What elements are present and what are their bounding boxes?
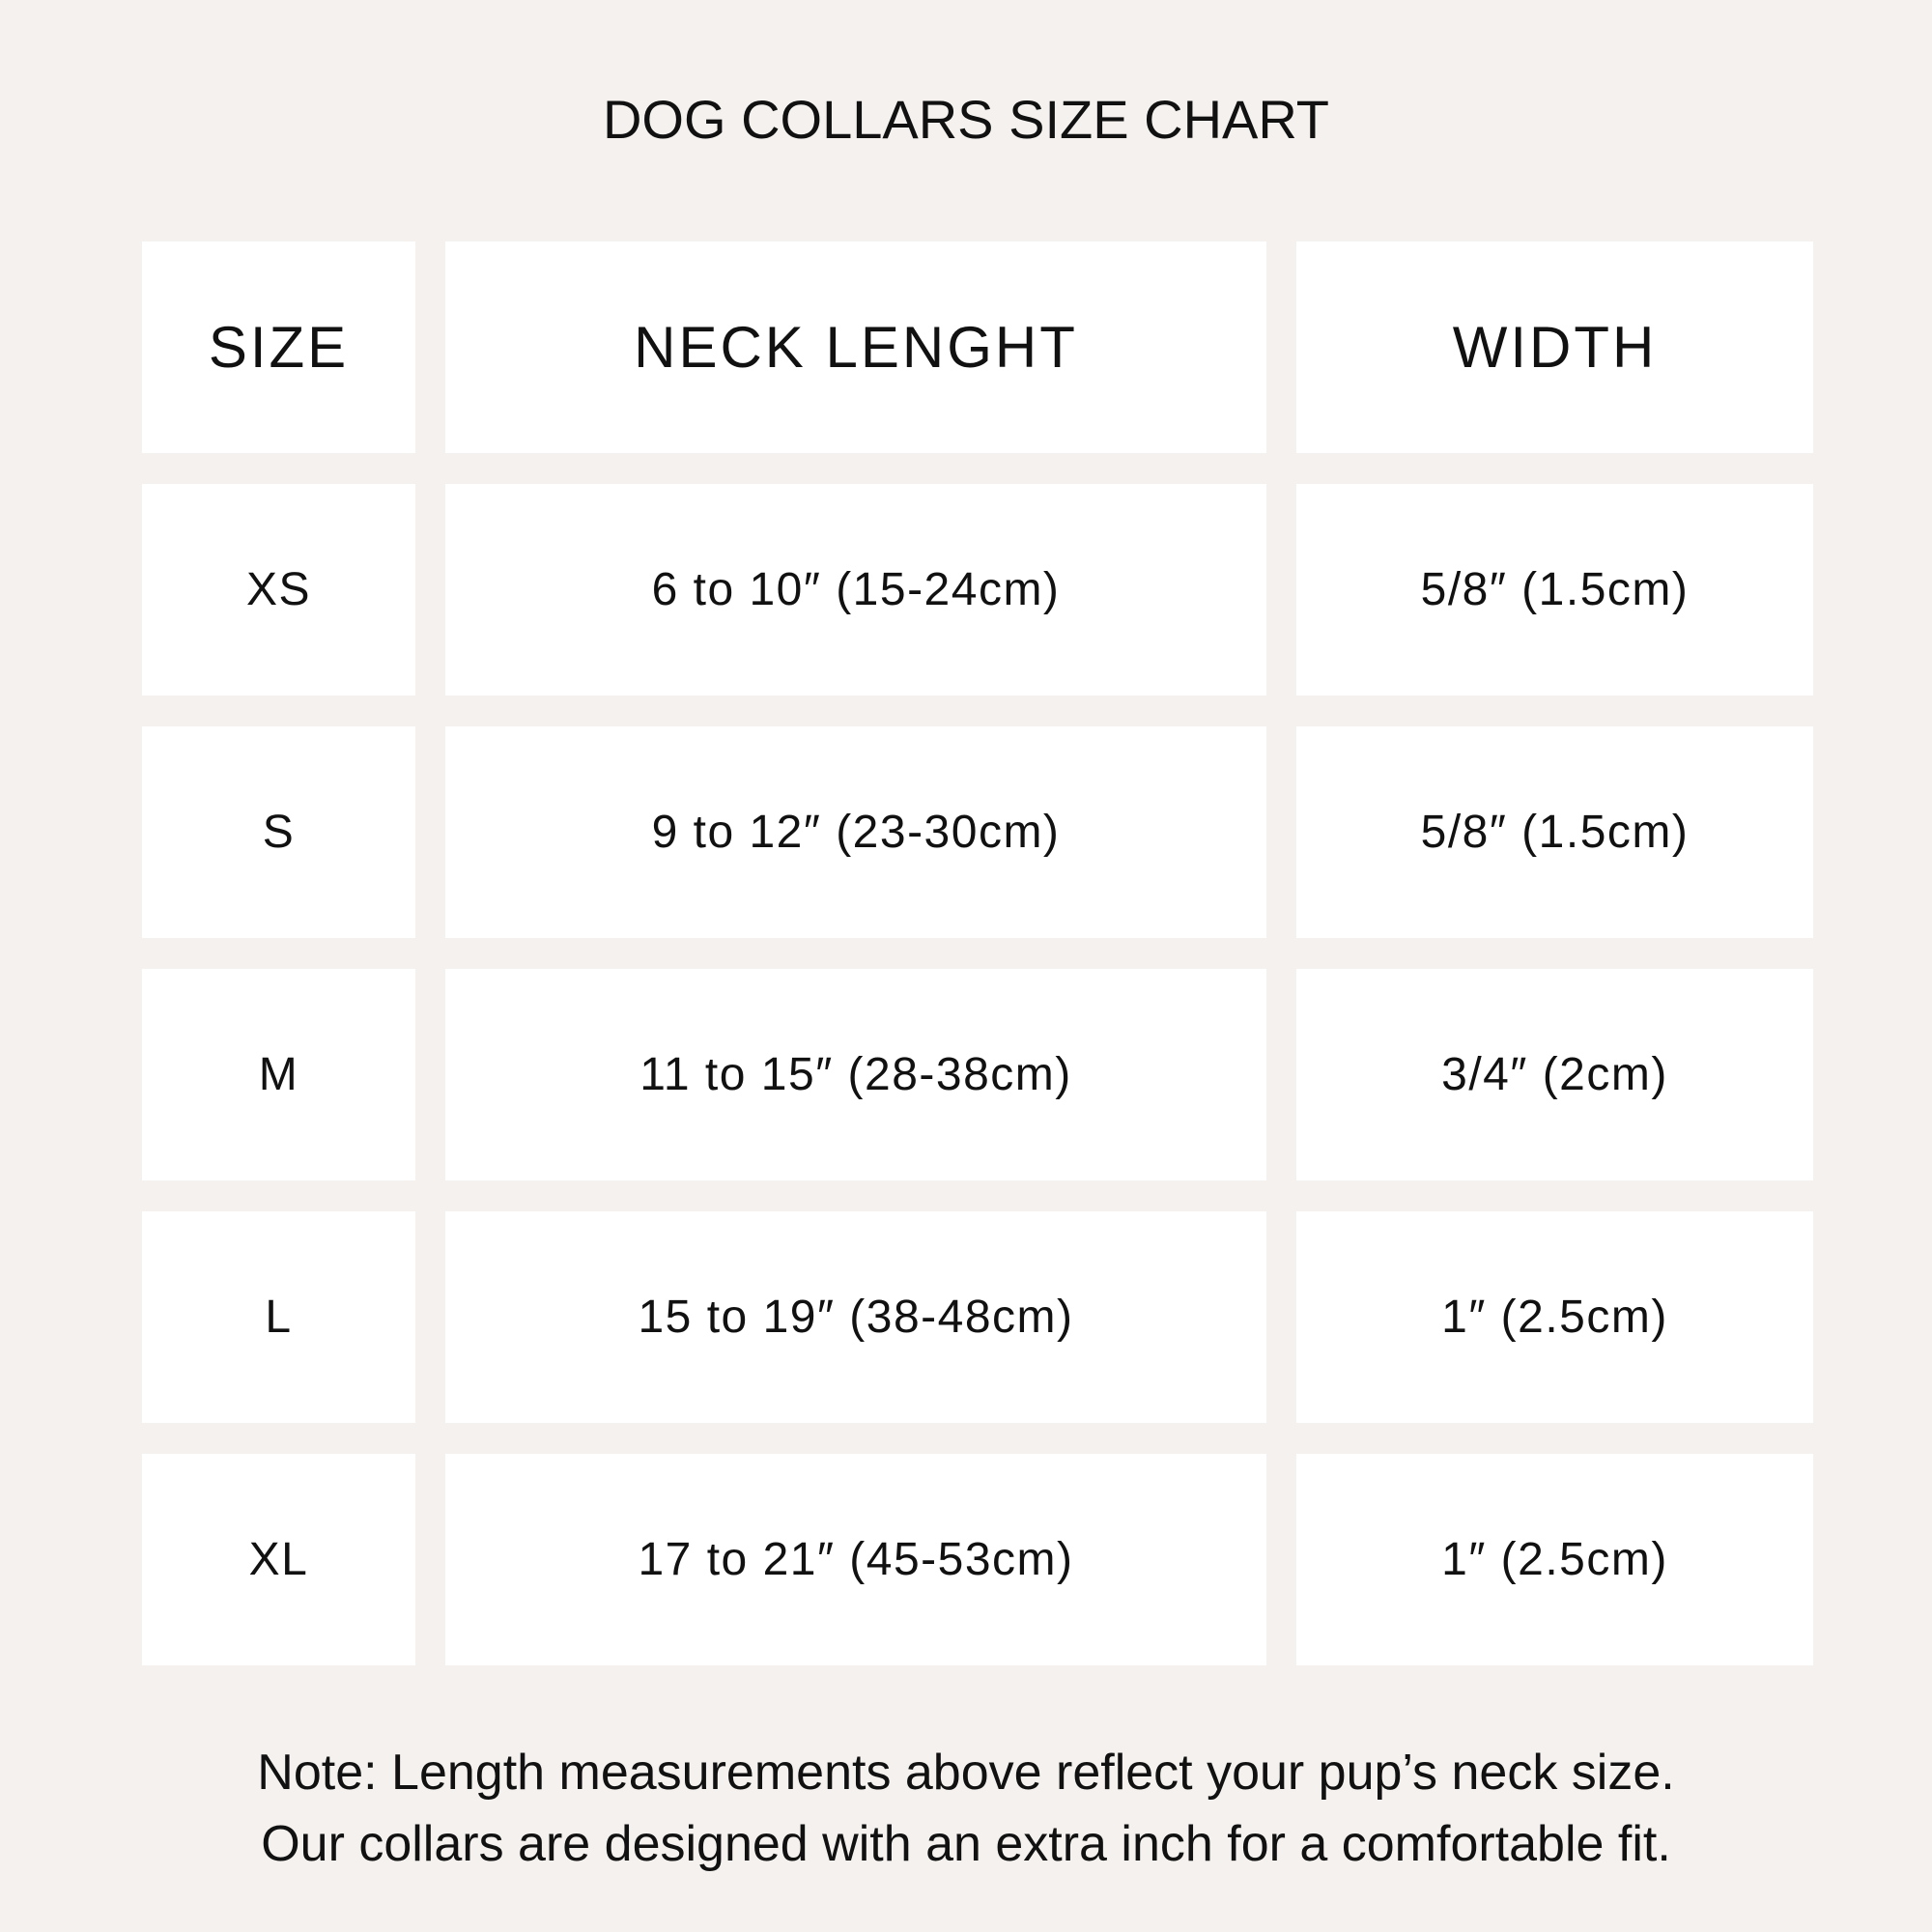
size-cell-xl: XL <box>142 1454 415 1665</box>
width-cell-xs: 5/8″ (1.5cm) <box>1296 484 1813 696</box>
note-line-1: Note: Length measurements above reflect your pup’s neck size. <box>257 1745 1675 1801</box>
note-line-2: Our collars are designed with an extra inch for a comfortable fit. <box>261 1816 1671 1872</box>
size-cell-s: S <box>142 726 415 938</box>
neck-length-cell-xs: 6 to 10″ (15-24cm) <box>445 484 1266 696</box>
header-size: SIZE <box>142 242 415 453</box>
size-cell-l: L <box>142 1211 415 1423</box>
header-width: WIDTH <box>1296 242 1813 453</box>
fit-note <box>0 1737 1932 1880</box>
size-cell-xs: XS <box>142 484 415 696</box>
size-chart-table <box>142 242 1813 1665</box>
width-cell-m: 3/4″ (2cm) <box>1296 969 1813 1180</box>
neck-length-cell-l: 15 to 19″ (38-48cm) <box>445 1211 1266 1423</box>
header-neck-length: NECK LENGHT <box>445 242 1266 453</box>
size-cell-m: M <box>142 969 415 1180</box>
width-cell-s: 5/8″ (1.5cm) <box>1296 726 1813 938</box>
width-cell-l: 1″ (2.5cm) <box>1296 1211 1813 1423</box>
neck-length-cell-xl: 17 to 21″ (45-53cm) <box>445 1454 1266 1665</box>
neck-length-cell-m: 11 to 15″ (28-38cm) <box>445 969 1266 1180</box>
page-title: DOG COLLARS SIZE CHART <box>602 89 1329 150</box>
neck-length-cell-s: 9 to 12″ (23-30cm) <box>445 726 1266 938</box>
width-cell-xl: 1″ (2.5cm) <box>1296 1454 1813 1665</box>
